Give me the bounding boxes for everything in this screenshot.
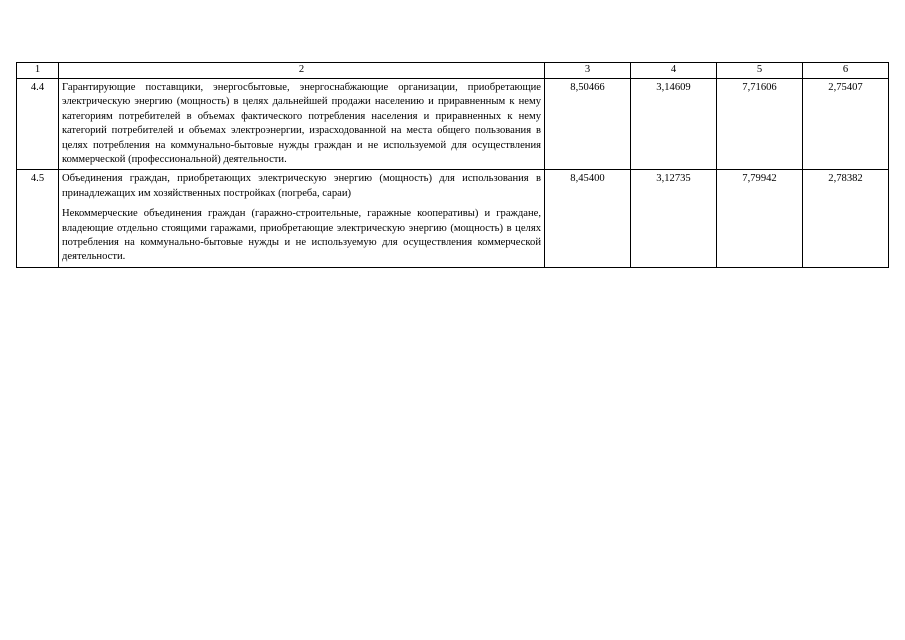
value-cell-col3: 8,50466 <box>545 79 631 170</box>
column-header-1: 1 <box>17 63 59 79</box>
row-number: 4.5 <box>17 170 59 267</box>
row-description <box>59 170 545 267</box>
column-header-6: 6 <box>803 63 889 79</box>
value-cell-col3: 8,45400 <box>545 170 631 267</box>
description-paragraph: Объединения граждан, приобретающих электрическую энергию (мощность) для использования в принадлежащих им хозяйственных постройках (погреба, сараи) <box>62 173 541 199</box>
document-page <box>16 62 888 268</box>
value-cell-col6: 2,78382 <box>803 170 889 267</box>
tariff-table <box>16 62 889 268</box>
description-paragraph: Некоммерческие объединения граждан (гаражно-строительные, гаражные кооперативы) и граждане, владеющие отдельно стоящими гаражами, приобретающие электрическую энергию (мощность) в целях потребления на коммунально-бытовые нужды и не используемую для осуществления коммерческой деятельности. <box>62 208 541 263</box>
value-cell-col5: 7,79942 <box>717 170 803 267</box>
value-cell-col5: 7,71606 <box>717 79 803 170</box>
value-cell-col4: 3,14609 <box>631 79 717 170</box>
row-number: 4.4 <box>17 79 59 170</box>
column-header-2: 2 <box>59 63 545 79</box>
table-row <box>17 170 889 267</box>
row-description <box>59 79 545 170</box>
column-number-row <box>17 63 889 79</box>
table-row <box>17 79 889 170</box>
value-cell-col6: 2,75407 <box>803 79 889 170</box>
description-paragraph: Гарантирующие поставщики, энергосбытовые, энергоснабжающие организации, приобретающие электрическую энергию (мощность) в целях дальнейшей продажи населению и приравненным к нему категориям потребителей в объемах фактического потребления населения и приравненных к нему категорий потребителей и объемах электроэнергии, израсходованной на места общего пользования в целях потребления на коммунально-бытовые нужды граждан и не используемой для осуществления коммерческой (профессиональной) деятельности. <box>62 82 541 166</box>
column-header-3: 3 <box>545 63 631 79</box>
value-cell-col4: 3,12735 <box>631 170 717 267</box>
column-header-5: 5 <box>717 63 803 79</box>
column-header-4: 4 <box>631 63 717 79</box>
